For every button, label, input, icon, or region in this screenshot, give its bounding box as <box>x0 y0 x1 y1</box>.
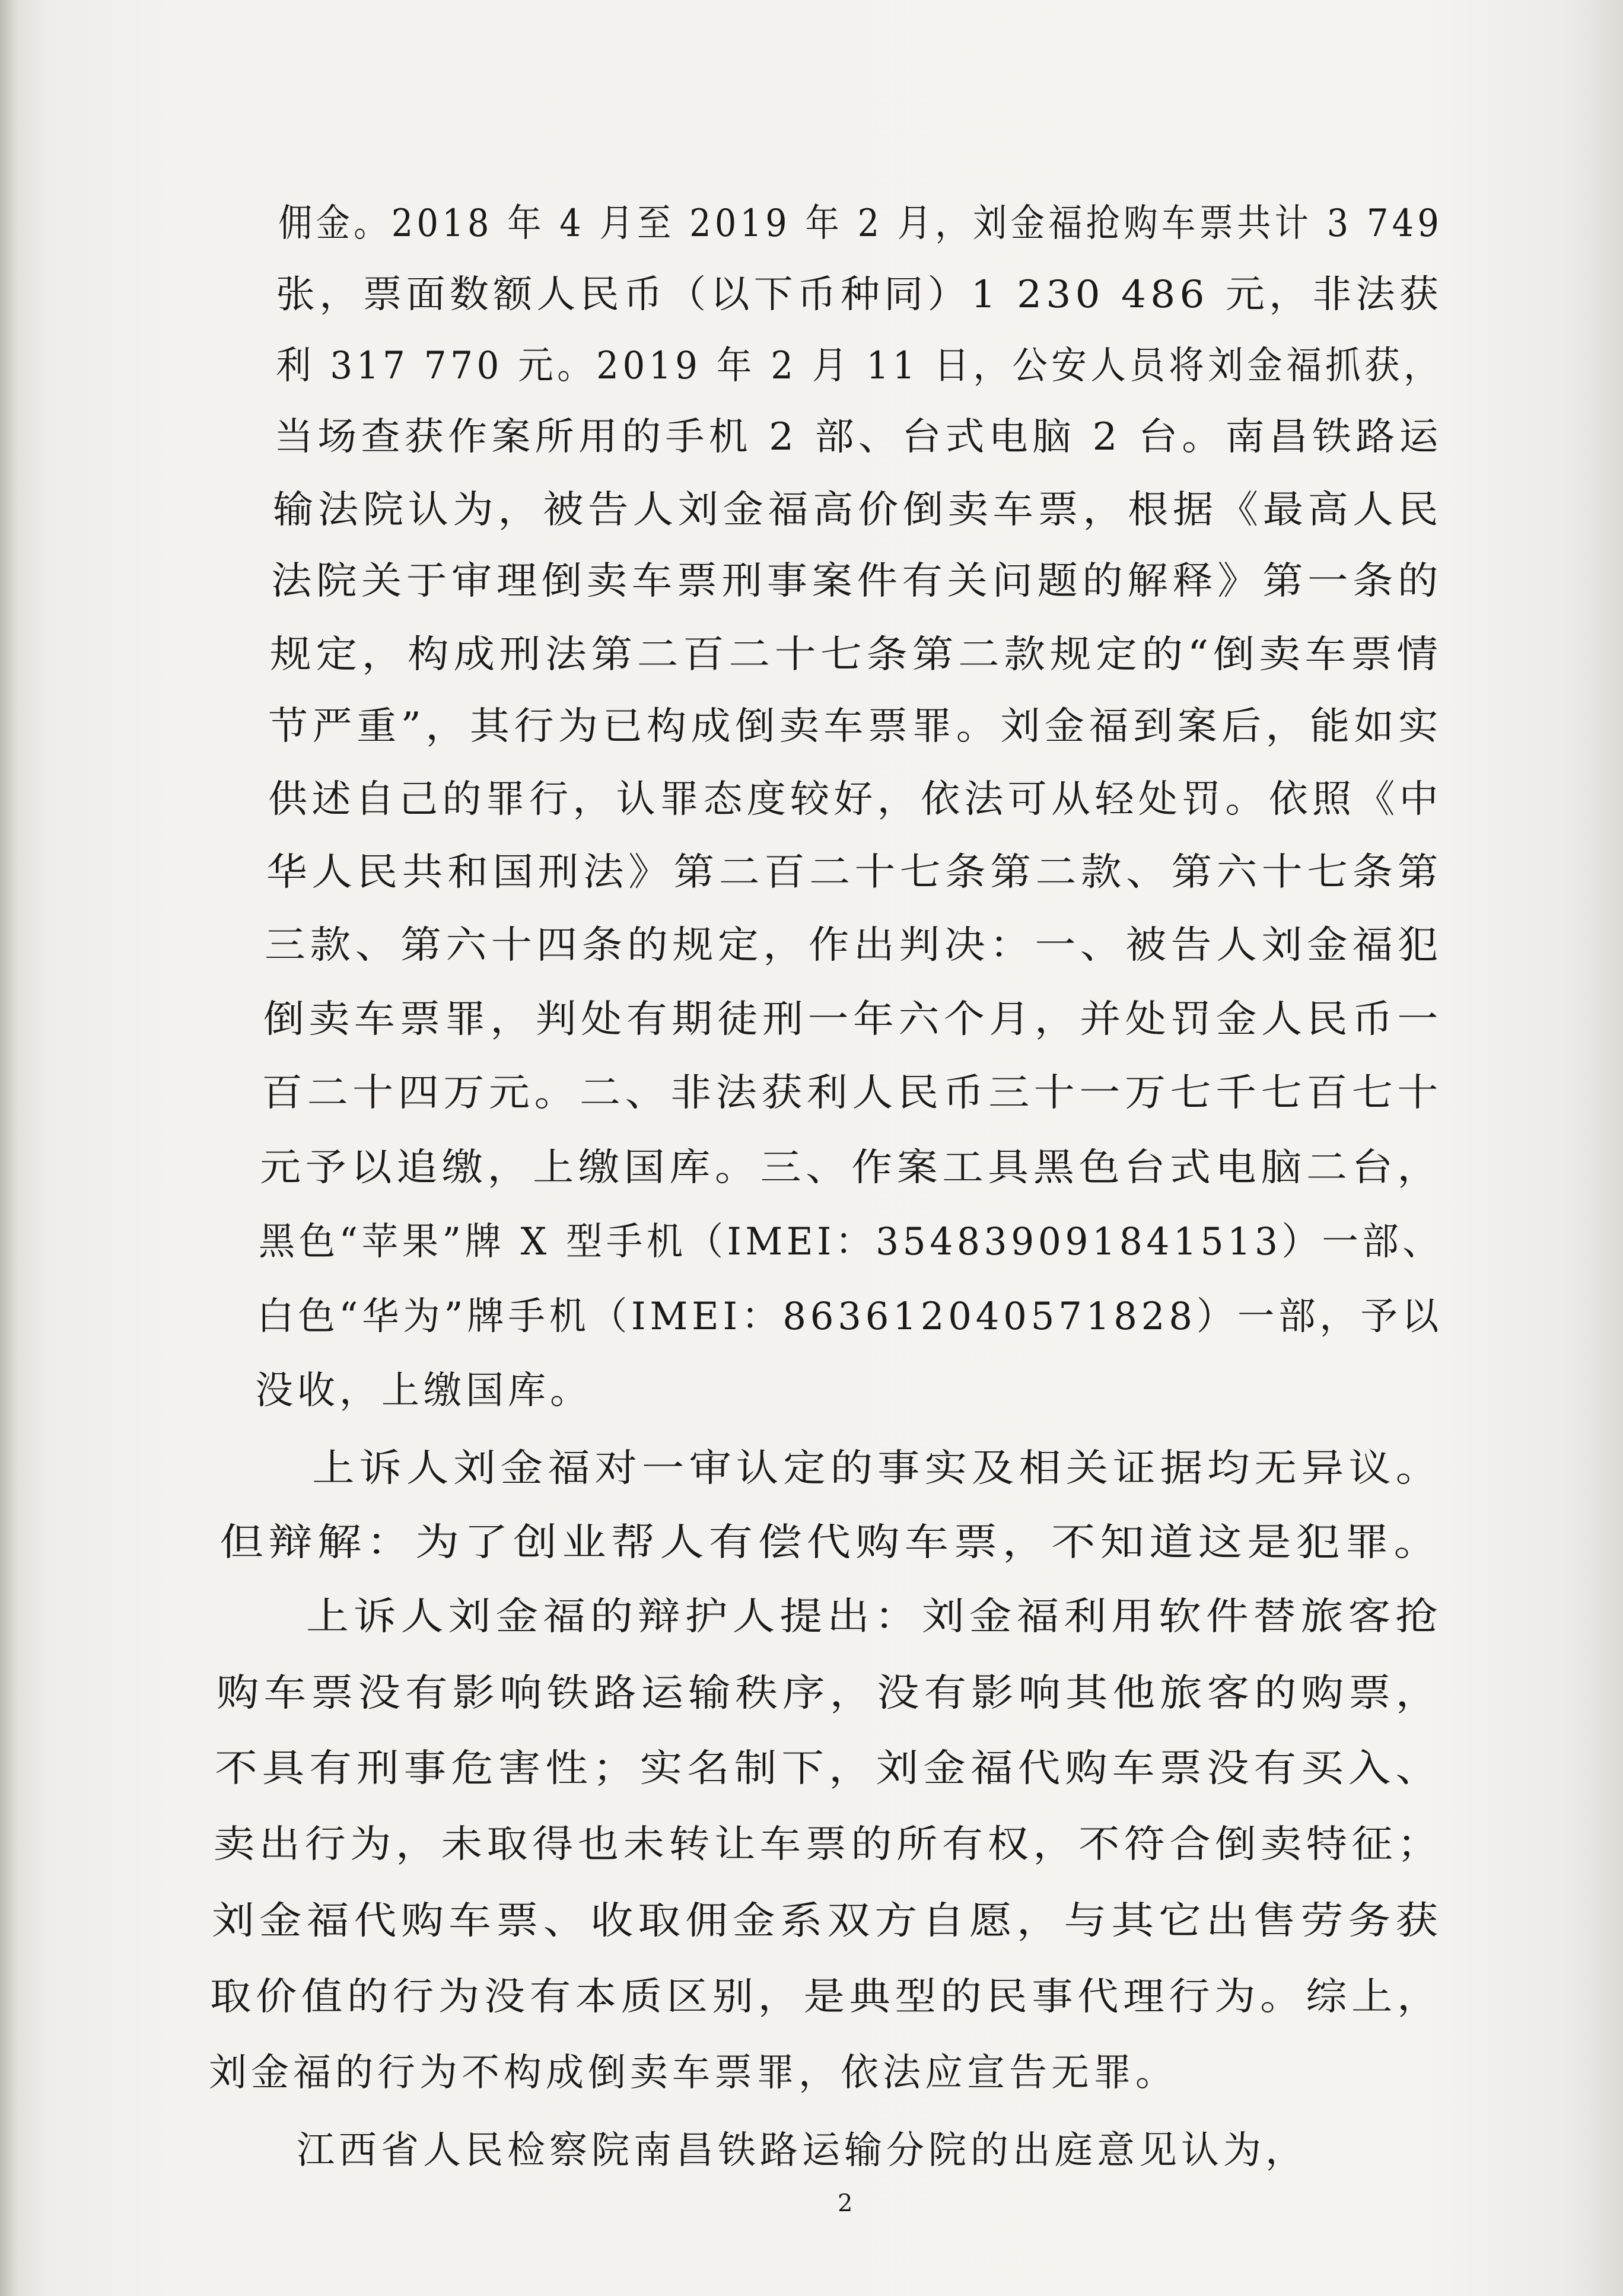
text-line: 倒卖车票罪，判处有期徒刑一年六个月，并处罚金人民币一 <box>263 998 1443 1042</box>
text-line: 输法院认为，被告人刘金福高价倒卖车票，根据《最高人民 <box>273 488 1443 532</box>
text-line: 当场查获作案所用的手机 2 部、台式电脑 2 台。南昌铁路运 <box>274 415 1443 459</box>
text-line: 但辩解：为了创业帮人有偿代购车票，不知道这是犯罪。 <box>219 1521 1443 1565</box>
text-line: 元予以追缴，上缴国库。三、作案工具黑色台式电脑二台， <box>260 1146 1443 1190</box>
text-line: 刘金福代购车票、收取佣金系双方自愿，与其它出售劳务获 <box>212 1899 1443 1943</box>
text-line: 节严重”，其行为已构成倒卖车票罪。刘金福到案后，能如实 <box>268 705 1443 749</box>
text-line: 购车票没有影响铁路运输秩序，没有影响其他旅客的购票， <box>217 1671 1443 1715</box>
text-line: 上诉人刘金福对一审认定的事实及相关证据均无异议。 <box>312 1447 1443 1491</box>
text-line: 上诉人刘金福的辩护人提出：刘金福利用软件替旅客抢 <box>306 1595 1443 1639</box>
text-line: 卖出行为，未取得也未转让车票的所有权，不符合倒卖特征； <box>214 1823 1443 1867</box>
text-line: 刘金福的行为不构成倒卖车票罪，依法应宣告无罪。 <box>209 2051 1178 2095</box>
text-line: 三款、第六十四条的规定，作出判决：一、被告人刘金福犯 <box>265 924 1443 967</box>
text-line: 白色“华为”牌手机（IMEI：863612040571828）一部，予以 <box>257 1295 1443 1339</box>
text-line: 华人民共和国刑法》第二百二十七条第二款、第六十七条第 <box>266 851 1443 894</box>
text-line: 利 317 770 元。2019 年 2 月 11 日，公安人员将刘金福抓获， <box>276 344 1443 388</box>
text-line: 法院关于审理倒卖车票刑事案件有关问题的解释》第一条的 <box>271 559 1443 603</box>
text-line: 不具有刑事危害性；实名制下，刘金福代购车票没有买入、 <box>215 1747 1443 1791</box>
text-line: 规定，构成刑法第二百二十七条第二款规定的“倒卖车票情 <box>270 633 1443 677</box>
page-number: 2 <box>838 2190 853 2217</box>
text-line: 佣金。2018 年 4 月至 2019 年 2 月，刘金福抢购车票共计 3 749 <box>278 202 1443 246</box>
text-line: 江西省人民检察院南昌铁路运输分院的出庭意见认为， <box>297 2129 1307 2173</box>
text-line: 张，票面数额人民币（以下币种同）1 230 486 元，非法获 <box>276 273 1443 317</box>
text-line: 没收，上缴国库。 <box>255 1369 592 1413</box>
text-line: 取价值的行为没有本质区别，是典型的民事代理行为。综上， <box>210 1975 1443 2019</box>
document-page <box>36 53 1590 2272</box>
text-line: 百二十四万元。二、非法获利人民币三十一万七千七百七十 <box>262 1071 1443 1115</box>
text-line: 供述自己的罪行，认罪态度较好，依法可从轻处罚。依照《中 <box>268 778 1443 821</box>
text-line: 黑色“苹果”牌 X 型手机（IMEI：354839091841513）一部、 <box>259 1220 1443 1264</box>
